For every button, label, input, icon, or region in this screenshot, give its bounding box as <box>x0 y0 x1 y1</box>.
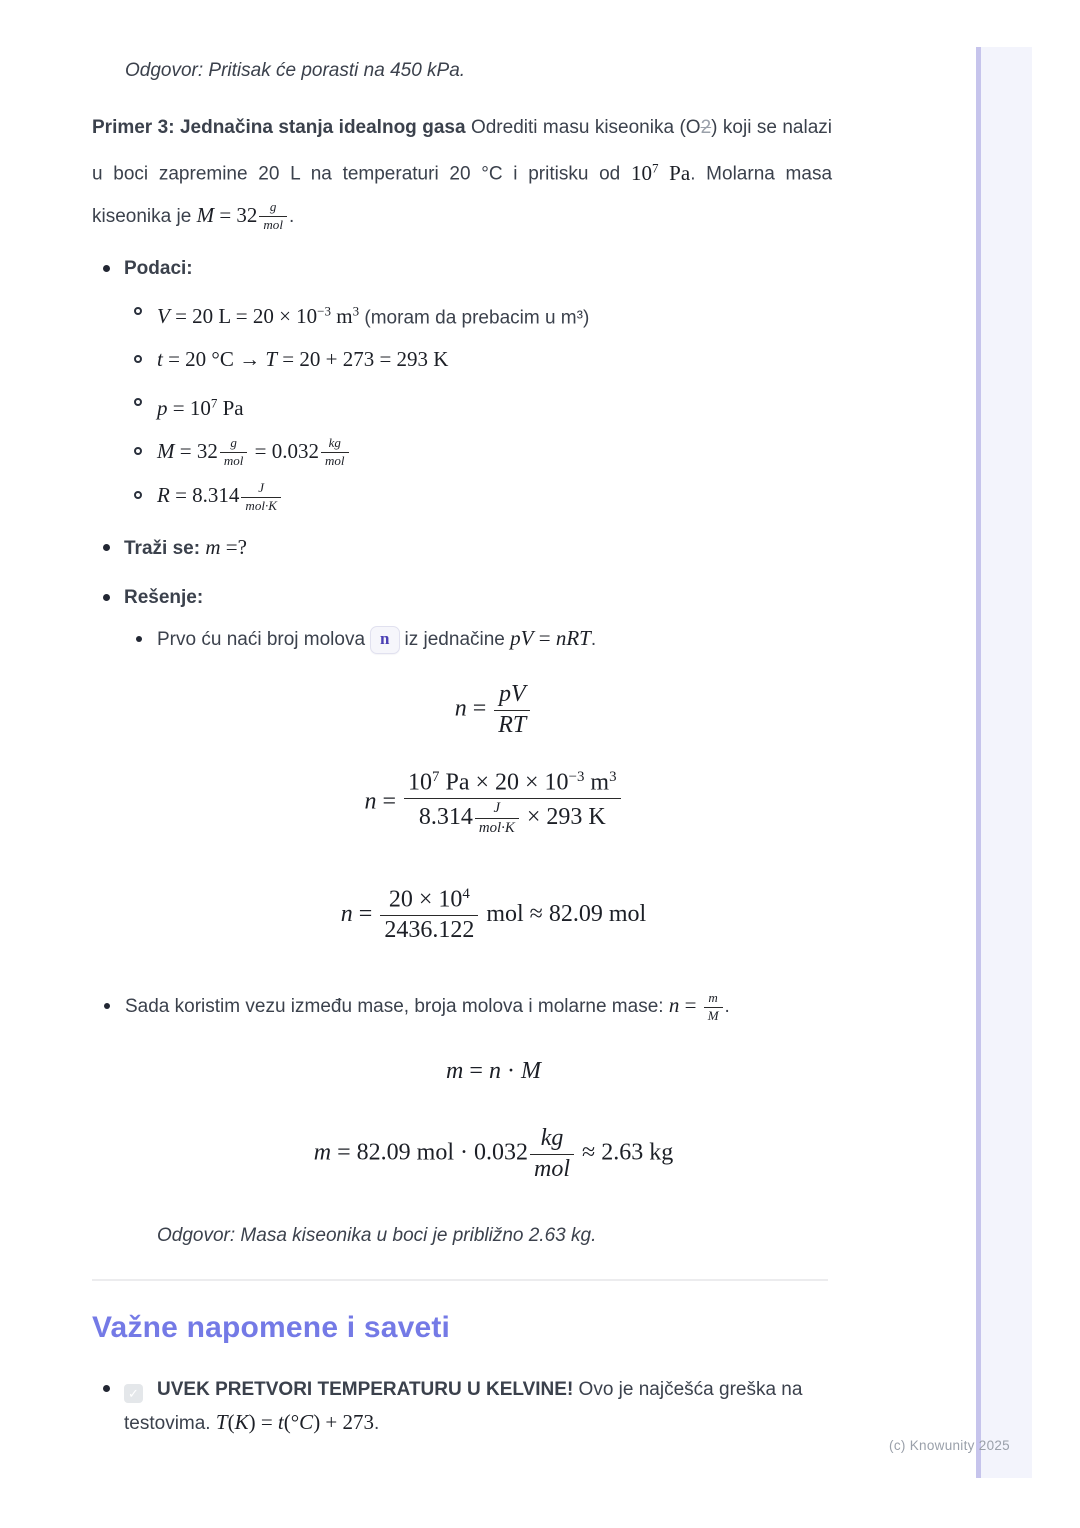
bullet-icon <box>103 265 110 272</box>
fraction: $\frac{J}{\text{mol·K}}$ <box>241 481 280 514</box>
bullet-icon <box>103 594 110 601</box>
list-item-volume <box>124 296 832 334</box>
section-divider <box>92 1279 828 1281</box>
fraction: $10^7$ $Pa \times 20 \times 10^{-3}$ $m^3$ 8.314 $\frac{J}{\text{mol·K}}$ × 293 K <box>404 769 620 837</box>
primer3-paragraph: Primer 3: Jednačina stanja idealnog gasa Odrediti masu kiseonika (O2) koji se nalazi u boci zapremine 20 L na temperaturi 20 °C i pritisku od $10^7$ Pa. Molarna masa kiseonika je M = 32 $\frac{g}{\text{mol}}$ . <box>92 117 833 233</box>
resenje-label: Rešenje: <box>124 586 204 608</box>
document-content <box>92 48 832 1440</box>
fraction: $\frac{kg}{\text{mol}}$ <box>530 1125 574 1183</box>
inline-code-badge: n <box>370 626 399 654</box>
answer-line-previous-example: Odgovor: Pritisak će porasti na 450 kPa. <box>125 60 466 81</box>
fraction: $\frac{pV}{RT}$ <box>494 681 530 739</box>
inline-math: R = 8.314 $\frac{J}{\text{mol·K}}$ <box>157 483 283 507</box>
gas-constant-value <box>157 480 832 514</box>
step-mass-text: Sada koristim vezu između mase, broja molova i molarne mase: n = $\frac{m}{M}$ . <box>125 990 730 1024</box>
notes-list <box>92 1373 832 1440</box>
section-heading-notes: Važne napomene i saveti <box>92 1311 451 1345</box>
fraction: $\frac{g}{\text{mol}}$ <box>220 436 248 469</box>
list-item-temperature <box>124 344 832 376</box>
inline-math: t = 20 °C → T = 20 + 273 = 293 K <box>157 347 449 372</box>
bullet-icon <box>103 544 110 551</box>
circle-bullet-icon <box>134 355 142 363</box>
circle-bullet-icon <box>134 447 142 455</box>
resenje-sublist <box>124 623 832 655</box>
circle-bullet-icon <box>134 307 142 315</box>
checked-checkbox-icon: ✓ <box>124 1384 143 1403</box>
circle-bullet-icon <box>134 491 142 499</box>
list-item-resenje <box>92 582 832 655</box>
inline-math: V = 20 $L = 20 \times 10^{-3}$ $m^3$ <box>157 303 360 329</box>
fraction: $\frac{20 \times 10^4}{2436.122}$ <box>380 886 478 945</box>
inline-math: M = 32 $\frac{g}{\text{mol}}$ <box>197 203 289 227</box>
formula-n-result: n = $\frac{20 \times 10^4}{2436.122}$ mol ≈ 82.09 mol <box>340 885 647 943</box>
podaci-label: Podaci: <box>124 257 193 279</box>
formula-n-pv-rt: n = $\frac{pV}{RT}$ <box>157 681 830 739</box>
inline-math: M = 32 $\frac{g}{\text{mol}}$ = 0.032 $\frac{kg}{\text{mol}}$ <box>157 439 351 463</box>
molar-mass-value <box>157 436 832 470</box>
trazi-se-label: Traži se: m =? <box>124 534 247 559</box>
volume-value: V = 20 $L = 20 \times 10^{-3}$ $m^3$ (moram da prebacim u m³) <box>157 303 590 329</box>
inline-math: $p = 10^7$ Pa <box>157 395 244 420</box>
pressure-value <box>157 387 832 425</box>
list-item-step-mass <box>92 990 832 1024</box>
fraction: $\frac{kg}{\text{mol}}$ <box>321 436 349 469</box>
podaci-sublist <box>124 296 832 514</box>
temperature-value <box>157 344 832 376</box>
formula-m-n-M: m = n · M <box>446 1057 541 1084</box>
bullet-icon <box>104 1003 110 1009</box>
list-item-step-moles <box>124 623 832 655</box>
kelvin-note-text: ✓ UVEK PRETVORI TEMPERATURU U KELVINE! Ovo je najčešća greška na testovima. T(K) = t(°C) + 273. <box>124 1379 803 1435</box>
formula-n-substituted: n = $10^7$ $Pa \times 20 \times 10^{-3}$ $m^3$ 8.314 $\frac{J}{\text{mol·K}}$ × 293 K <box>157 769 830 837</box>
list-item-trazi-se <box>92 532 832 564</box>
bullet-icon <box>103 1385 110 1392</box>
fraction: $\frac{m}{M}$ <box>704 991 723 1024</box>
list-item-podaci <box>92 253 832 514</box>
list-item-kelvin-note <box>92 1373 832 1440</box>
inline-math: $10^7$ Pa <box>630 160 691 185</box>
formula-m-result: m = 82.09 mol · 0.032 $\frac{kg}{\text{mol}}$ ≈ 2.63 kg <box>313 1124 674 1182</box>
inline-math: pV = nRT <box>510 625 591 650</box>
list-item-pressure <box>124 387 832 425</box>
list-item-gas-constant <box>124 480 832 514</box>
answer-line-mass: Odgovor: Masa kiseonika u boci je približno 2.63 kg. <box>157 1225 597 1247</box>
fraction: $\frac{J}{\text{mol·K}}$ <box>475 800 519 837</box>
copyright-watermark: (c) Knowunity 2025 <box>889 1438 1010 1453</box>
step-moles-text: Prvo ću naći broj molova n iz jednačine pV = nRT. <box>157 623 832 655</box>
inline-math: m =? <box>205 534 247 559</box>
bullet-icon <box>136 636 142 642</box>
inline-math: n = $\frac{m}{M}$ <box>669 993 725 1017</box>
page-edge-sidebar <box>976 47 1032 1478</box>
fraction: $\frac{g}{\text{mol}}$ <box>259 200 287 233</box>
circle-bullet-icon <box>134 398 142 406</box>
inline-math: T(K) = t(°C) + 273 <box>215 1410 375 1435</box>
main-bullet-list <box>92 253 832 655</box>
list-item-molar-mass <box>124 436 832 470</box>
mass-step-list <box>92 990 832 1024</box>
